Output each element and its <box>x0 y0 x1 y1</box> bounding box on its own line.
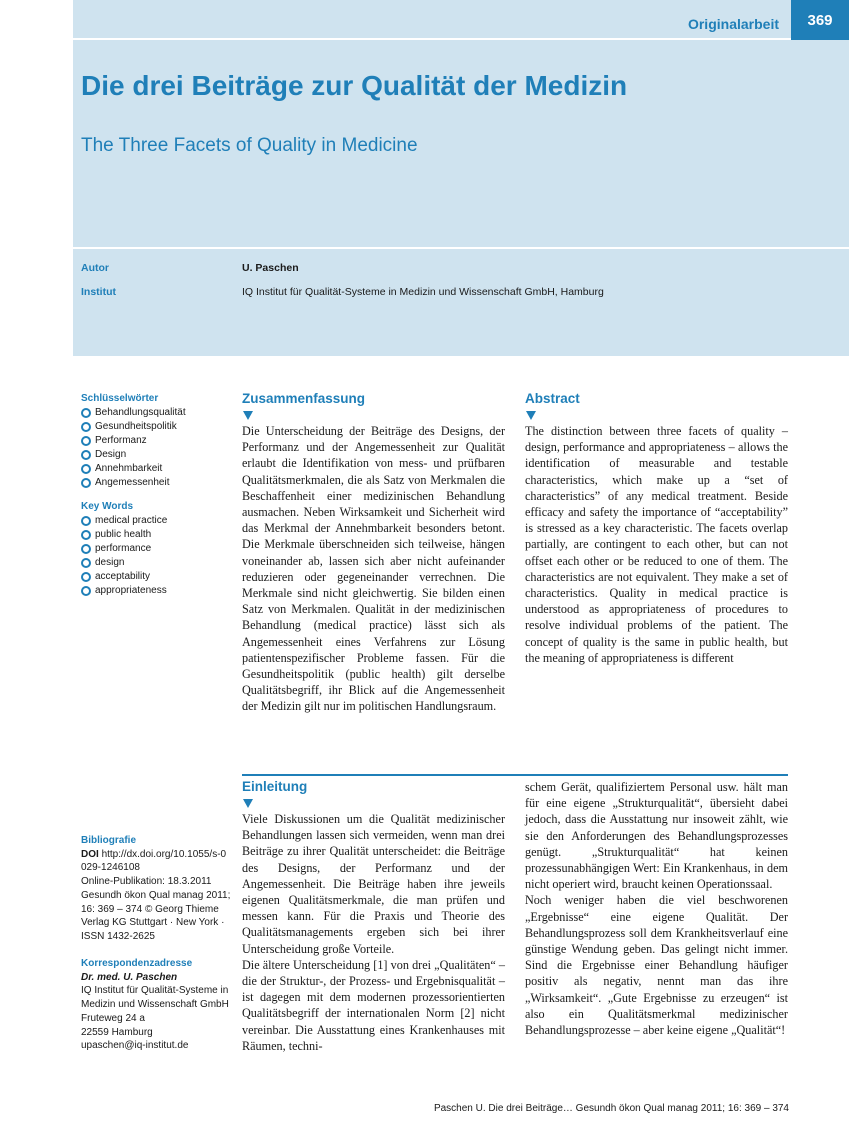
journal-citation: Gesundh ökon Qual manag 2011; 16: 369 – 374 © Georg Thieme Verlag KG Stuttgart · New York · ISSN 1432-2625 <box>81 889 231 942</box>
bibliografie-box <box>81 834 231 944</box>
article-subtitle: The Three Facets of Quality in Medicine <box>81 135 418 156</box>
institute-name: IQ Institut für Qualität-Systeme in Medizin und Wissenschaft GmbH, Hamburg <box>242 286 604 298</box>
keyword-item: performance <box>81 542 231 556</box>
section-label: Originalarbeit <box>687 16 779 32</box>
keywords-en-heading: Key Words <box>81 501 134 512</box>
bullet-icon <box>81 464 91 474</box>
bibliografie-heading: Bibliografie <box>81 835 137 846</box>
header-divider <box>73 38 849 40</box>
keywords-en-list <box>81 514 231 598</box>
bullet-icon <box>81 408 91 418</box>
keyword-item: design <box>81 556 231 570</box>
einleitung-column-1: Viele Diskussionen um die Qualität medizinischer Behandlungen lassen sich vermeiden, wenn man drei Beiträge zu ihrer Qualität unterscheidet: die Beiträge des Designs, der Performanz und der Angemessenheit. Die Beiträge haben ihre jeweils eigenen Qualitätsmerkmale, die man prüfen und messen kann. Für die Praxis und Theorie des Qualitätsmanagements ergeben sich bei ihrer Unterscheidung große Vorteile. Die ältere Unterscheidung [1] von drei „Qualitäten“ – die der Struktur-, der Prozess- und Ergebnisqualität – ist dagegen mit dem modernen prozessorientierten Qualitätsbegriff der internationalen Norm [2] nicht vereinbar. Die Ausstattung eines Krankenhauses mit Räumen, techni- <box>242 812 505 1053</box>
keyword-item: Angemessenheit <box>81 476 231 490</box>
footer-citation: Paschen U. Die drei Beiträge… Gesundh ökon Qual manag 2011; 16: 369 – 374 <box>433 1103 789 1114</box>
keyword-item: appropriateness <box>81 584 231 598</box>
keyword-item: medical practice <box>81 514 231 528</box>
triangle-marker-icon <box>526 411 536 420</box>
doi-line: DOI http://dx.doi.org/10.1055/s-0029-1246108 <box>81 848 227 874</box>
correspondence-email[interactable]: upaschen@iq-institut.de <box>81 1040 189 1052</box>
abstract-text: The distinction between three facets of quality – design, performance and appropriateness – allows the identification of measurable and testable characteristics, which make up a “set of characteristics” of any medical treatment. Beside efficacy and safety the importance of “acceptability” is stressed as a key characteristic. The facets overlap partially, are contingent to each other, but can not offset each other or be reduced to one of them. The characteristics are not equivalent. They make a set of characteristics. Quality in medical practice is understood as appropriateness of procedures to resolve individual problems of the patient. The concept of quality is the same in public health, but the meaning of appropriateness is different <box>525 424 788 665</box>
correspondence-street: Fruteweg 24 a <box>81 1012 145 1024</box>
keyword-item: Performanz <box>81 434 231 448</box>
zusammenfassung-heading: Zusammenfassung <box>242 391 366 406</box>
bullet-icon <box>81 586 91 596</box>
section-rule <box>242 774 788 776</box>
bullet-icon <box>81 544 91 554</box>
abstract-heading: Abstract <box>525 391 580 406</box>
correspondence-box <box>81 957 231 1053</box>
correspondence-heading: Korrespondenzadresse <box>81 958 193 969</box>
triangle-marker-icon <box>243 411 253 420</box>
keyword-item: public health <box>81 528 231 542</box>
meta-divider <box>73 247 849 249</box>
triangle-marker-icon <box>243 799 253 808</box>
article-header <box>73 0 849 356</box>
bullet-icon <box>81 558 91 568</box>
bullet-icon <box>81 478 91 488</box>
zusammenfassung-text: Die Unterscheidung der Beiträge des Designs, der Performanz und der Angemessenheit zur Qualität erlaubt die Identifikation von mess- und prüfbaren Qualitätsmerkmalen, die als Satz von Merkmalen die Beschaffenheit einer medizinischen Behandlung ausmachen. Neben Wirksamkeit und Sicherheit wird das Merkmal der Annehmbarkeit besonders betont. Die Merkmale überschneiden sich teilweise, hängen voneinander ab, lassen sich aber nicht aufeinander reduzieren oder gegeneinander verrechnen. Die Merkmale sind nicht gleichwertig. Sie bilden einen Satz von Merkmalen. Qualität in der medizinischen Behandlung (medical practice) lässt sich als Angemessenheit eines Verfahrens zur Lösung patientenspezifischer Probleme fassen. Für die Gesundheitspolitik (public health) gilt derselbe Qualitätsbegriff, ihr Blick auf die Angemessenheit der Medizin gilt nur im politischen Handlungsraum. <box>242 424 505 714</box>
bullet-icon <box>81 422 91 432</box>
correspondence-name: Dr. med. U. Paschen <box>81 971 178 983</box>
keyword-item: Gesundheitspolitik <box>81 420 231 434</box>
online-publication: Online-Publikation: 18.3.2011 <box>81 876 212 888</box>
bullet-icon <box>81 450 91 460</box>
page-number: 369 <box>791 0 849 40</box>
bullet-icon <box>81 436 91 446</box>
correspondence-city: 22559 Hamburg <box>81 1026 153 1038</box>
bullet-icon <box>81 516 91 526</box>
keyword-item: Annehmbarkeit <box>81 462 231 476</box>
bullet-icon <box>81 530 91 540</box>
keyword-item: Behandlungsqualität <box>81 406 231 420</box>
keywords-sidebar <box>81 392 231 598</box>
doi-link[interactable]: http://dx.doi.org/10.1055/s-0029-1246108 <box>81 848 227 874</box>
keywords-de-list <box>81 406 231 490</box>
keyword-item: acceptability <box>81 570 231 584</box>
author-label: Autor <box>81 262 109 274</box>
institute-label: Institut <box>81 286 116 298</box>
article-title: Die drei Beiträge zur Qualität der Medizin <box>81 70 628 101</box>
bullet-icon <box>81 572 91 582</box>
keywords-de-heading: Schlüsselwörter <box>81 393 159 404</box>
author-name: U. Paschen <box>242 262 299 274</box>
einleitung-column-2: schem Gerät, qualifiziertem Personal usw. hält man für eine eigene „Strukturqualität“, übersieht dabei jedoch, dass die Ausstattung nur insoweit zählt, wie sie den Anforderungen des Behandlungsprozesses genügt. „Strukturqualität“ hat keinen prozessunabhängigen Wert: Ein Krankenhaus, in dem nicht operiert wird, braucht keinen Operationssaal. Noch weniger haben die viel beschworenen „Ergebnisse“ eine eigene Qualität. Der Behandlungsprozess soll dem Krankheitsverlauf eine günstige Wendung geben. Das gelingt nicht immer. Sind die Ergebnisse einer Behandlung häufiger positiv als negativ, nennt man das ihre „Wirksamkeit“. „Gute Ergebnisse zu erzeugen“ ist also ein Qualitätsmerkmal medizinischer Behandlungsprozesse – aber keine eigene „Qualität“! <box>525 780 788 1038</box>
keyword-item: Design <box>81 448 231 462</box>
einleitung-heading: Einleitung <box>242 779 308 794</box>
correspondence-institute: IQ Institut für Qualität-Systeme in Medizin und Wissenschaft GmbH <box>81 985 229 1011</box>
